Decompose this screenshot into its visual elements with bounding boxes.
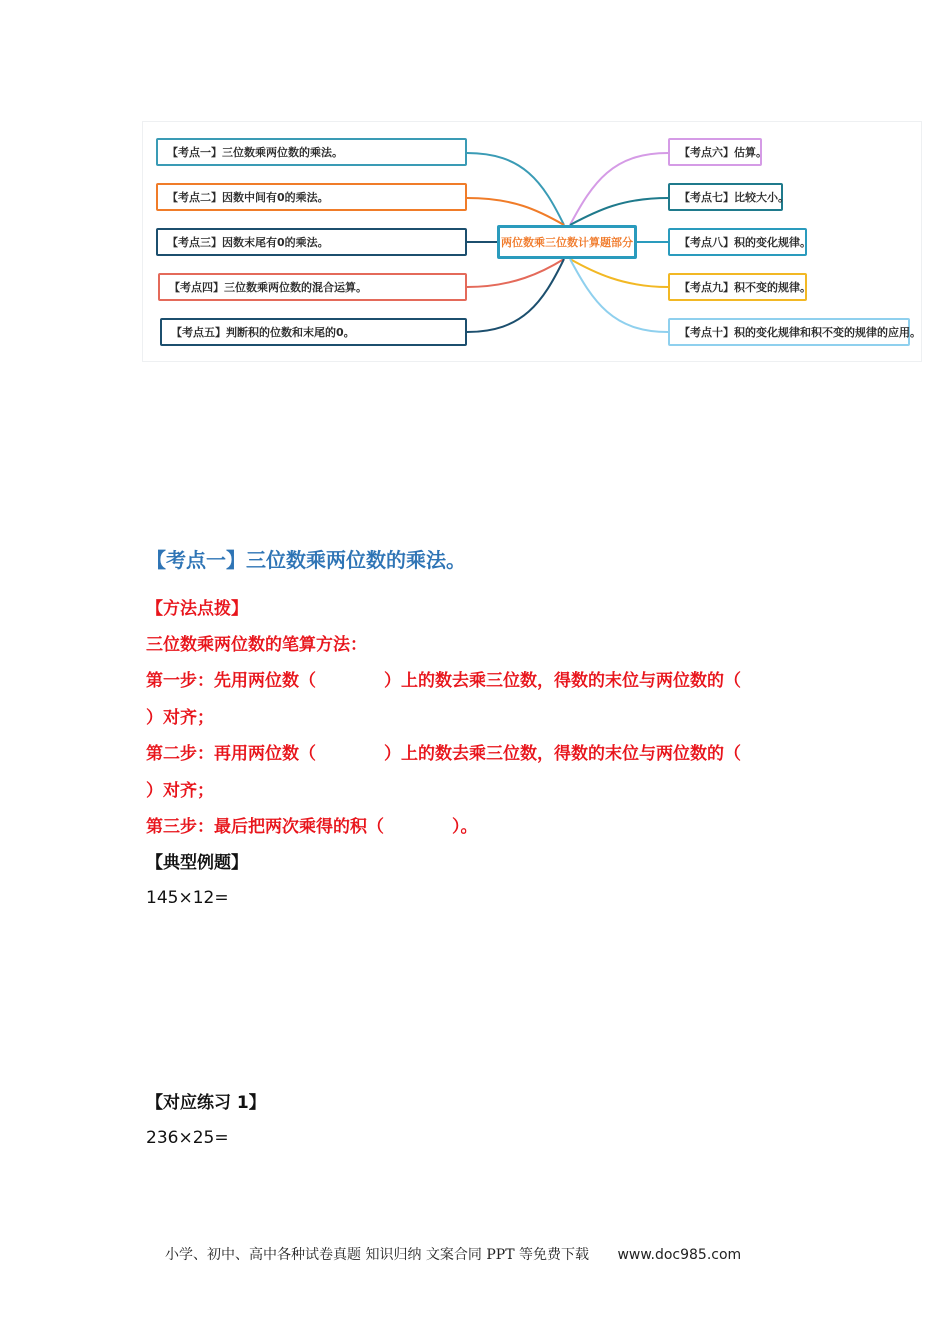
footer-url[interactable]: www.doc985.com — [617, 1247, 742, 1263]
connector-7 — [570, 198, 668, 225]
mindmap-node-10: 【考点十】积的变化规律和积不变的规律的应用。 — [668, 318, 910, 346]
method-intro: 三位数乘两位数的笔算方法： — [146, 635, 367, 655]
mindmap-center-node: 两位数乘三位数计算题部分 — [497, 225, 637, 259]
section-title: 【考点一】三位数乘两位数的乘法。 — [146, 548, 466, 572]
mindmap-node-9: 【考点九】积不变的规律。 — [668, 273, 807, 301]
connector-6 — [570, 153, 668, 225]
mindmap-node-3: 【考点三】因数末尾有0的乘法。 — [156, 228, 467, 256]
mindmap-node-5: 【考点五】判断积的位数和末尾的0。 — [160, 318, 467, 346]
connector-1 — [467, 153, 564, 225]
step2-line-a: 第二步：再用两位数（ ）上的数去乘三位数，得数的末位与两位数的（ — [146, 744, 741, 764]
mindmap-node-4: 【考点四】三位数乘两位数的混合运算。 — [158, 273, 467, 301]
mindmap-node-6: 【考点六】估算。 — [668, 138, 762, 166]
step1-line-a: 第一步：先用两位数（ ）上的数去乘三位数，得数的末位与两位数的（ — [146, 671, 741, 691]
practice-label: 【对应练习 1】 — [146, 1093, 266, 1113]
connector-10 — [570, 259, 668, 332]
connector-2 — [467, 198, 564, 225]
connector-5 — [467, 259, 564, 332]
mindmap-node-8: 【考点八】积的变化规律。 — [668, 228, 807, 256]
footer — [165, 1244, 741, 1264]
mindmap-node-7: 【考点七】比较大小。 — [668, 183, 783, 211]
example-expression: 145×12= — [146, 888, 229, 908]
mindmap-node-2: 【考点二】因数中间有0的乘法。 — [156, 183, 467, 211]
step3-line: 第三步：最后把两次乘得的积（ ）。 — [146, 817, 478, 837]
example-label: 【典型例题】 — [146, 853, 248, 873]
step2-line-b: ）对齐； — [146, 781, 214, 801]
mindmap — [142, 121, 922, 362]
practice-expression: 236×25= — [146, 1128, 229, 1148]
footer-text: 小学、初中、高中各种试卷真题 知识归纳 文案合同 PPT 等免费下载 — [165, 1247, 589, 1263]
mindmap-node-1: 【考点一】三位数乘两位数的乘法。 — [156, 138, 467, 166]
step1-line-b: ）对齐； — [146, 708, 214, 728]
connector-4 — [467, 259, 564, 287]
method-label: 【方法点拨】 — [146, 599, 248, 619]
